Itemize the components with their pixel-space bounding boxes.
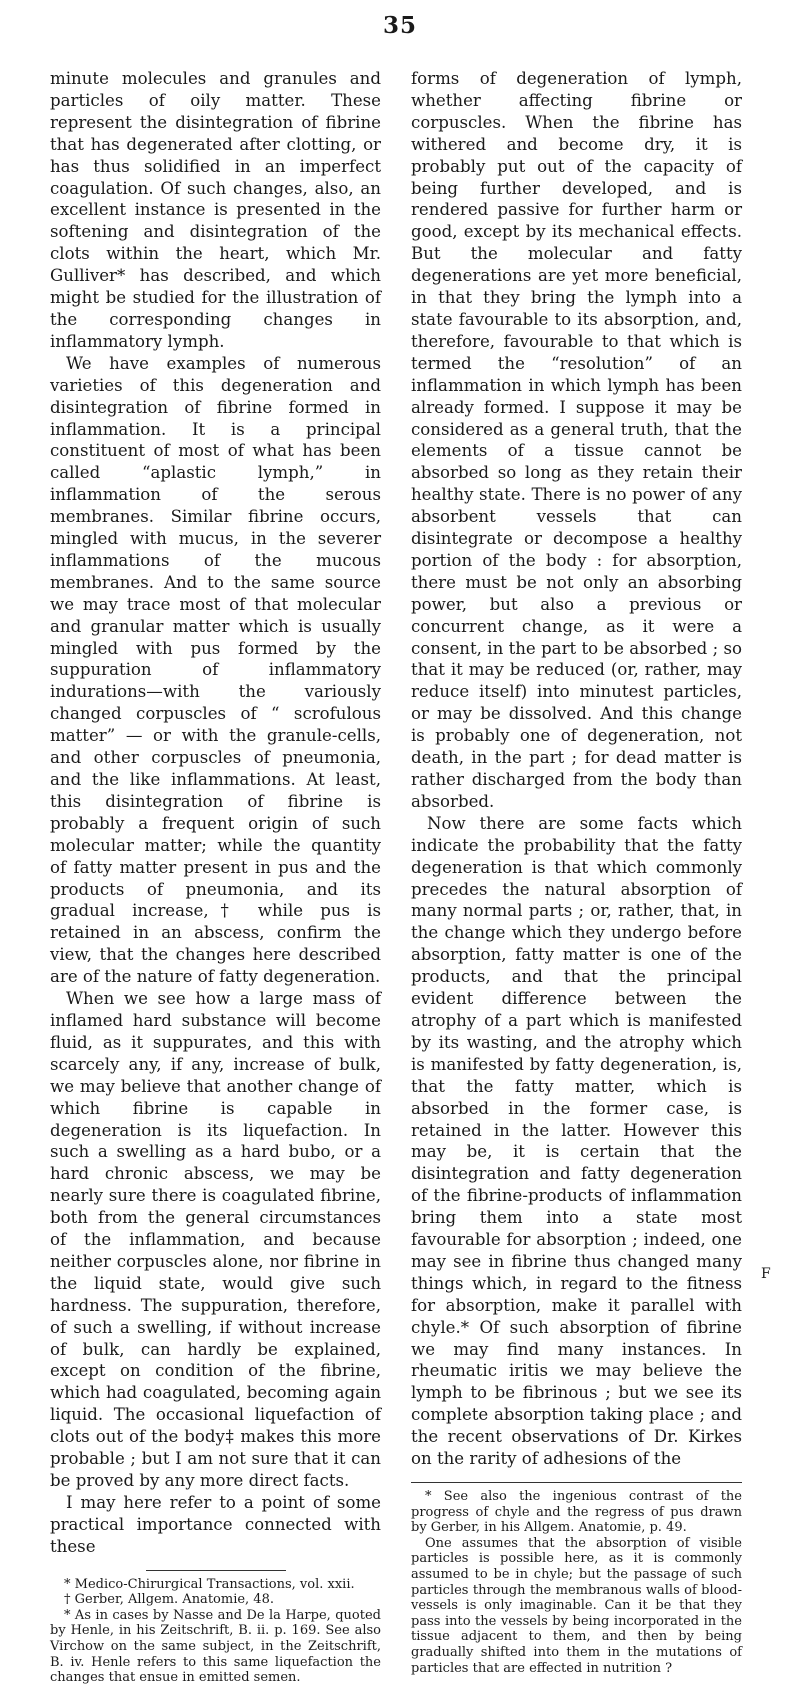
right-footnote-1: * See also the ingenious contrast of the progress of chyle and the regress of pus drawn by Gerber, in his Allgem. Anatomie, p. 49. bbox=[411, 1489, 742, 1536]
left-footnote-3: * As in cases by Nasse and De la Harpe, quoted by Henle, in his Zeitschrift, B. ii. p. 169. See also Virchow on the same subject, in the Zeitschrift, B. iv. Henle refers to this same liquefaction the changes that ensue in emitted semen. bbox=[50, 1607, 381, 1686]
left-column bbox=[50, 68, 381, 1686]
left-paragraph-4: I may here refer to a point of some practical importance connected with these bbox=[50, 1492, 381, 1556]
left-paragraph-2: We have examples of numerous varieties of this degeneration and disintegration of fibrine formed in inflammation. It is a principal constituent of most of what has been called “aplastic lymph,” in inflammation of the serous membranes. Similar fibrine occurs, mingled with mucus, in the severer inflammations of the mucous membranes. And to the same source we may trace most of that molecular and granular matter which is usually mingled with pus formed by the suppuration of inflammatory indurations—with the variously changed corpuscles of “ scrofulous matter” — or with the granule-cells, and other corpuscles of pneumonia, and the like inflammations. At least, this disintegration of fibrine is probably a frequent origin of such molecular matter; while the quantity of fatty matter present in pus and the products of pneumonia, and its gradual increase,† while pus is retained in an abscess, confirm the view, that the changes here described are of the nature of fatty degeneration. bbox=[50, 353, 381, 987]
right-footnote-2: One assumes that the absorption of visible particles is possible here, as it is commonly assumed to be in chyle; but the passage of such particles through the membranous walls of blood-vessels is only imaginable. Can it be that they pass into the vessels by being incorporated in the tissue adjacent to them, and then by being gradually shifted into them in the mutations of particles that are effected in nutrition ? bbox=[411, 1535, 742, 1676]
left-footnote-1: * Medico-Chirurgical Transactions, vol. xxii. bbox=[64, 1576, 355, 1592]
right-column bbox=[411, 68, 742, 1676]
right-paragraph-2: Now there are some facts which indicate the probability that the fatty degeneration is that which commonly precedes the natural absorption of many normal parts ; or, rather, that, in the change which they undergo before absorption, fatty matter is one of the products, and that the principal evident difference between the atrophy of a part which is manifested by its wasting, and the atrophy which is manifested by fatty degeneration, is, that the fatty matter, which is absorbed in the former case, is retained in the latter. However this may be, it is certain that the disintegration and fatty degeneration of the fibrine-products of inflammation bring them into a state most favourable for absorption ; indeed, one may see in fibrine thus changed many things which, in regard to the fitness for absorption, make it parallel with chyle.* Of such absorption of fibrine we may find many instances. In rheumatic iritis we may believe the lymph to be fibrinous ; but we see its complete absorption taking place ; and the recent observations of Dr. Kirkes on the rarity of adhesions of the bbox=[411, 813, 742, 1469]
signature-mark: F bbox=[761, 1266, 771, 1282]
left-paragraph-1: minute molecules and granules and particles of oily matter. These represent the disintegration of fibrine that has degenerated after clotting, or has thus solidified in an imperfect coagulation. Of such changes, also, an excellent instance is presented in the softening and disintegration of the clots within the heart, which Mr. Gulliver* has described, and which might be studied for the illustration of the corresponding changes in inflammatory lymph. bbox=[50, 69, 381, 351]
footnote-divider bbox=[411, 1482, 742, 1483]
left-paragraph-3: When we see how a large mass of inflamed hard substance will become fluid, as it suppurates, and this with scarcely any, if any, increase of bulk, we may believe that another change of which fibrine is capable in degeneration is its liquefaction. In such a swelling as a hard bubo, or a hard chronic abscess, we may be nearly sure there is coagulated fibrine, both from the general circumstances of the inflammation, and because neither corpuscles alone, nor fibrine in the liquid state, would give such hardness. The suppuration, therefore, of such a swelling, if without increase of bulk, can hardly be explained, except on condition of the fibrine, which had coagulated, becoming again liquid. The occasional liquefaction of clots out of the body‡ makes this more probable ; but I am not sure that it can be proved by any more direct facts. bbox=[50, 989, 381, 1490]
footnote-divider bbox=[146, 1570, 286, 1571]
left-footnote-2: † Gerber, Allgem. Anatomie, 48. bbox=[64, 1592, 274, 1608]
right-paragraph-1: forms of degeneration of lymph, whether affecting fibrine or corpuscles. When the fibrine has withered and become dry, it is probably put out of the capacity of being further developed, and is rendered passive for further harm or good, except by its mechanical effects. But the molecular and fatty degenerations are yet more beneficial, in that they bring the lymph into a state favourable to its absorption, and, therefore, favourable to that which is termed the “resolution” of an inflammation in which lymph has been already formed. I suppose it may be considered as a general truth, that the elements of a tissue cannot be absorbed so long as they retain their healthy state. There is no power of any absorbent vessels that can disintegrate or decompose a healthy portion of the body : for absorption, there must be not only an absorbing power, but also a previous or concurrent change, as it were a consent, in the part to be absorbed ; so that it may be reduced (or, rather, may reduce itself) into minutest particles, or may be dissolved. And this change is probably one of degeneration, not death, in the part ; for dead matter is rather discharged from the body than absorbed. bbox=[411, 69, 742, 811]
page-number: 35 bbox=[382, 12, 417, 39]
